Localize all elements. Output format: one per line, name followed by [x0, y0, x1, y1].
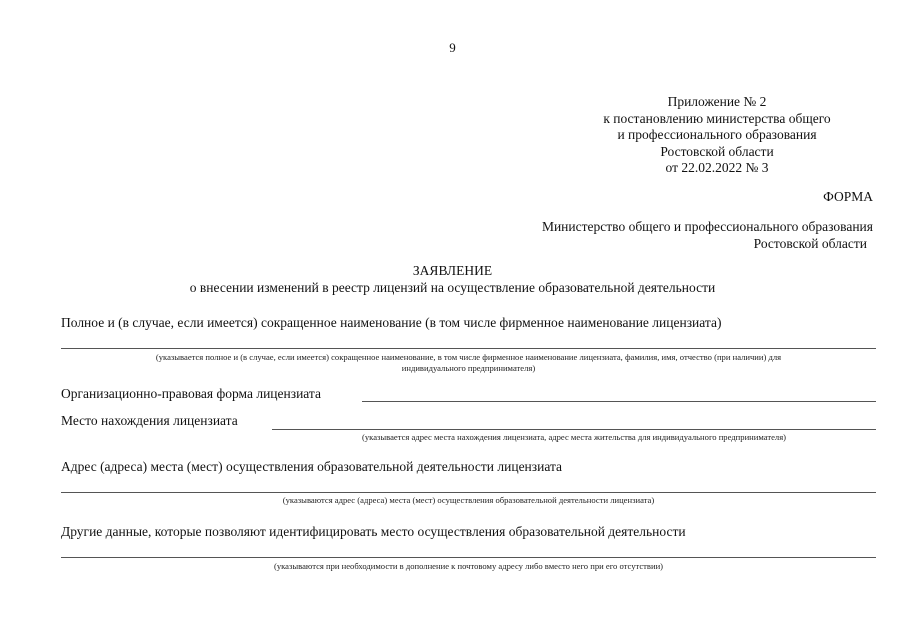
location-label: Место нахождения лицензиата [61, 413, 238, 428]
appendix-line-2: к постановлению министерства общего [603, 110, 831, 126]
full-name-hint-line-1: (указывается полное и (в случае, если имеется) сокращенное наименование, в том числе фирменное наименование лицензиата, фамилия, имя, отчество (при наличии) для [155, 352, 782, 362]
title-heading: ЗАЯВЛЕНИЕ [412, 263, 493, 278]
document-title [0, 262, 905, 296]
location-line[interactable] [272, 429, 876, 430]
appendix-line-1: Приложение № 2 [667, 94, 767, 109]
other-data-label: Другие данные, которые позволяют идентифицировать место осуществления образовательной деятельности [61, 524, 686, 539]
location-hint: (указывается адрес места нахождения лицензиата, адрес места жительства для индивидуального предпринимателя) [361, 432, 787, 442]
full-name-hint-line-2: индивидуального предпринимателя) [401, 363, 536, 373]
appendix-header [567, 94, 867, 177]
title-subheading: о внесении изменений в реестр лицензий на осуществление образовательной деятельности [189, 280, 716, 295]
activity-address-hint: (указываются адрес (адреса) места (мест) осуществления образовательной деятельности лицензиата) [282, 495, 655, 505]
legal-form-line[interactable] [362, 401, 876, 402]
ministry-addressee [542, 218, 873, 252]
full-name-hint [61, 352, 876, 374]
appendix-line-5: от 22.02.2022 № 3 [665, 160, 769, 176]
ministry-line-2: Ростовской области [753, 236, 867, 251]
other-data-hint: (указываются при необходимости в дополнение к почтовому адресу либо вместо него при его отсутствии) [273, 561, 664, 571]
page-number: 9 [449, 40, 456, 55]
activity-address-label: Адрес (адреса) места (мест) осуществления образовательной деятельности лицензиата [61, 459, 563, 474]
other-data-line[interactable] [61, 557, 876, 558]
appendix-line-3: и профессионального образования [617, 127, 817, 143]
activity-address-line[interactable] [61, 492, 876, 493]
legal-form-label: Организационно-правовая форма лицензиата [61, 386, 321, 401]
appendix-line-4: Ростовской области [660, 143, 774, 159]
ministry-line-1: Министерство общего и профессионального образования [541, 219, 873, 234]
form-label: ФОРМА [823, 189, 873, 204]
full-name-line[interactable] [61, 348, 876, 349]
full-name-label: Полное и (в случае, если имеется) сокращенное наименование (в том числе фирменное наименование лицензиата) [61, 315, 722, 330]
